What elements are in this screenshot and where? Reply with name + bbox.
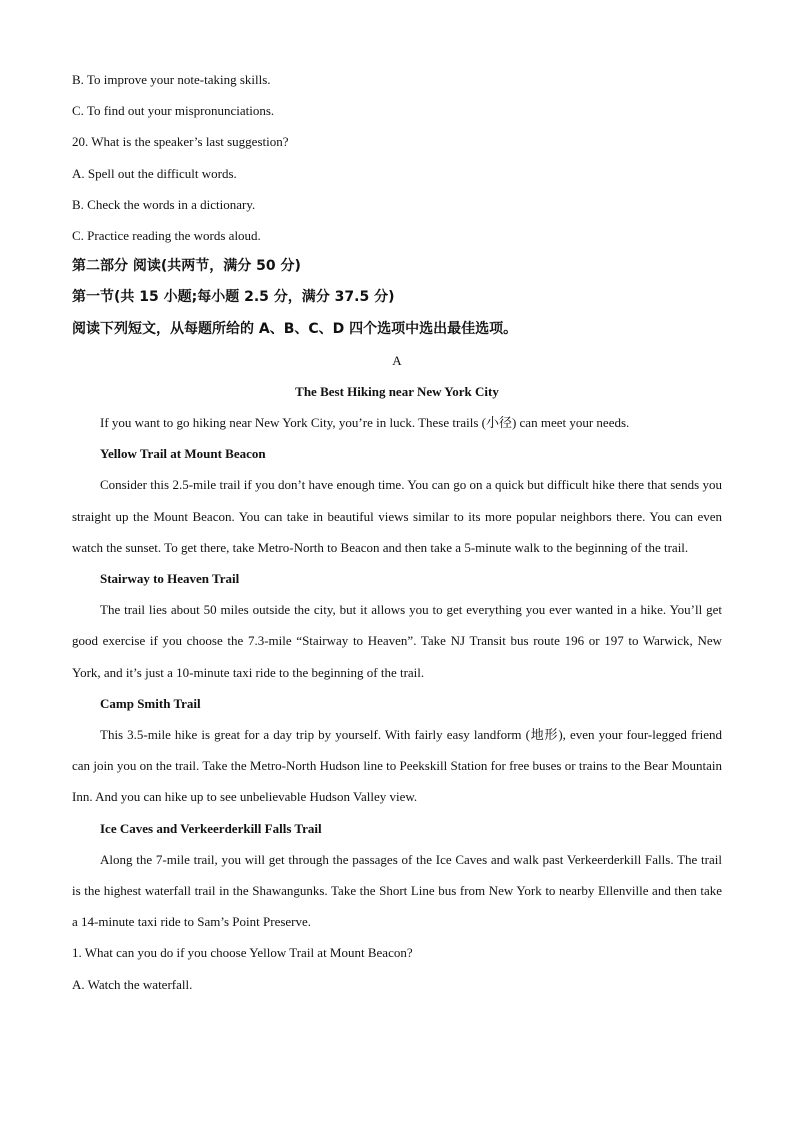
- section-one-heading: 第一节(共 15 小题;每小题 2.5 分，满分 37.5 分): [72, 289, 395, 306]
- part-two-heading: 第二部分 阅读(共两节，满分 50 分): [72, 258, 301, 275]
- option-b-q19: B. To improve your note-taking skills.: [72, 72, 271, 87]
- section-body-ice-caves: Along the 7-mile trail, you will get through the passages of the Ice Caves and walk past Verkeerderkill Falls. The trail is the highest waterfall trail in the Shawangunks. Take the Short Line bus from New York to nearby Ellenville and then take a 14-minute taxi ride to Sam’s Point Preserve.: [72, 851, 722, 930]
- section-heading-stairway: Stairway to Heaven Trail: [100, 571, 240, 587]
- passage-intro: If you want to go hiking near New York City, you’re in luck. These trails (小径) can meet your needs.: [100, 415, 630, 431]
- passage-letter: A: [392, 352, 402, 368]
- document-page: [72, 64, 722, 1000]
- section-body-camp-smith: This 3.5-mile hike is great for a day trip by yourself. With fairly easy landform (地形), even your four-legged friend can join you on the trail. Take the Metro-North Hudson line to Peekskill Station for free buses or trains to the Bear Mountain Inn. And you can hike up to see unbelievable Hudson Valley view.: [72, 727, 722, 805]
- option-c-q20: C. Practice reading the words aloud.: [72, 227, 261, 243]
- section-heading-ice-caves: Ice Caves and Verkeerderkill Falls Trail: [100, 820, 322, 836]
- passage-title: The Best Hiking near New York City: [295, 383, 499, 399]
- option-a-q1: A. Watch the waterfall.: [72, 976, 193, 992]
- section-heading-camp-smith: Camp Smith Trail: [100, 695, 201, 711]
- option-b-q20: B. Check the words in a dictionary.: [72, 196, 256, 212]
- reading-instruction: 阅读下列短文，从每题所给的 A、B、C、D 四个选项中选出最佳选项。: [72, 320, 518, 337]
- section-body-stairway: The trail lies about 50 miles outside the city, but it allows you to get everything you ever wanted in a hike. You’ll get good exercise if you choose the 7.3-mile “Stairway to Heaven”. Take NJ Transit bus route 196 or 197 to Warwick, New York, and it’s just a 10-minute taxi ride to the beginning of the trail.: [72, 602, 722, 680]
- section-heading-yellow-trail: Yellow Trail at Mount Beacon: [100, 446, 266, 462]
- section-body-yellow-trail: Consider this 2.5-mile trail if you don’t have enough time. You can go on a quick but difficult hike there that sends you straight up the Mount Beacon. You can take in beautiful views similar to its more popular neighbors there. You can even watch the sunset. To get there, take Metro-North to Beacon and then take a 5-minute walk to the beginning of the trail.: [72, 477, 722, 555]
- option-a-q20: A. Spell out the difficult words.: [72, 165, 237, 181]
- question-1: 1. What can you do if you choose Yellow Trail at Mount Beacon?: [72, 945, 413, 961]
- question-20: 20. What is the speaker’s last suggestion?: [72, 134, 289, 150]
- option-c-q19: C. To find out your mispronunciations.: [72, 103, 275, 119]
